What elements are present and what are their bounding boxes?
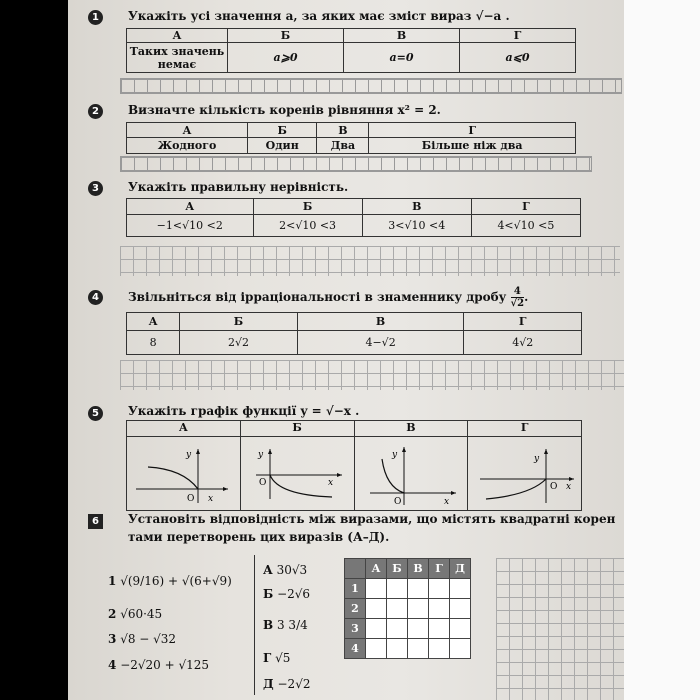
matrix-cell[interactable]	[366, 619, 387, 639]
t6-left-expr4: −2√20 + √125	[120, 658, 210, 672]
matrix-cell[interactable]	[366, 579, 387, 599]
matrix-cell[interactable]	[408, 599, 429, 619]
t4-option-v: 4−√2	[297, 331, 464, 355]
graph-a-y-label: y	[186, 450, 192, 460]
matrix-cell[interactable]	[429, 619, 450, 639]
graph-v-origin: O	[393, 497, 402, 507]
t6-right-ev: 3 3/4	[276, 618, 308, 632]
task-4-answer-table	[126, 312, 582, 355]
t5-header-a: А	[127, 421, 241, 437]
graph-v-x-label: x	[443, 497, 449, 507]
t5-header-v: В	[354, 421, 468, 437]
graph-a-svg	[128, 437, 238, 507]
matrix-cell[interactable]	[366, 599, 387, 619]
matrix-row-3: 3	[345, 619, 366, 639]
t6-right-lv: В	[263, 618, 274, 632]
t3-header-b: Б	[253, 199, 362, 215]
t6-left-expr1: √(9/16) + √(6+√9)	[120, 574, 232, 588]
t1-option-a: Таких значень немає	[127, 43, 228, 73]
t1-option-v: a=0	[344, 43, 460, 73]
t6-right-ea: 30√3	[276, 563, 308, 577]
graph-v-svg	[356, 437, 466, 507]
t4-fraction-den: √2	[510, 298, 525, 309]
t6-right-item-g	[263, 644, 343, 672]
t4-question-text: Звільніться від ірраціональності в знаменнику дробу	[128, 290, 507, 304]
matrix-cell[interactable]	[450, 619, 471, 639]
matrix-cell[interactable]	[450, 579, 471, 599]
matrix-col-v: В	[408, 559, 429, 579]
t1-option-b: a⩾0	[228, 43, 344, 73]
t2-header-a: А	[127, 123, 248, 138]
graph-a-x-label: x	[208, 494, 214, 504]
task-5-question: Укажіть графік функції y = √−x .	[128, 404, 360, 418]
t1-option-g: a⩽0	[460, 43, 576, 73]
t1-answer-cells[interactable]	[120, 78, 622, 94]
t6-left-item-3	[108, 626, 258, 652]
task-3-number: 3	[88, 181, 103, 196]
t6-left-item-4	[108, 652, 258, 678]
matrix-cell[interactable]	[366, 639, 387, 659]
matrix-col-a: А	[366, 559, 387, 579]
graph-b-origin: O	[259, 478, 267, 488]
t4-header-v: В	[297, 313, 464, 331]
t6-left-n2: 2	[108, 607, 117, 621]
graph-b-svg	[242, 437, 352, 507]
t6-divider	[254, 555, 255, 695]
graph-b	[240, 437, 354, 511]
t4-fraction-num: 4	[511, 286, 525, 298]
t6-right-item-b	[263, 582, 343, 606]
graph-v	[354, 437, 468, 511]
matrix-cell[interactable]	[387, 599, 408, 619]
t4-option-a: 8	[127, 331, 180, 355]
matrix-cell[interactable]	[408, 619, 429, 639]
t4-option-g: 4√2	[464, 331, 582, 355]
graph-g-y-label: y	[533, 454, 539, 464]
t6-left-column	[108, 560, 258, 678]
task-4-number: 4	[88, 290, 103, 305]
task-2-answer-table	[126, 122, 576, 154]
t1-header-v: В	[344, 29, 460, 43]
t1-header-b: Б	[228, 29, 344, 43]
task-1-question: Укажіть усі значення a, за яких має зміст вираз √−a .	[128, 9, 510, 23]
graph-a-origin: O	[187, 494, 195, 504]
t6-right-la: А	[263, 563, 273, 577]
graph-g-x-label: x	[565, 482, 571, 492]
t4-header-g: Г	[464, 313, 582, 331]
matrix-cell[interactable]	[387, 619, 408, 639]
t6-left-item-1	[108, 560, 258, 602]
t2-header-g: Г	[369, 123, 576, 138]
t3-header-v: В	[362, 199, 471, 215]
matrix-cell[interactable]	[387, 579, 408, 599]
task-1-number: 1	[88, 10, 103, 25]
matrix-col-g: Г	[429, 559, 450, 579]
matrix-cell[interactable]	[450, 599, 471, 619]
task-5-number: 5	[88, 406, 103, 421]
matrix-cell[interactable]	[387, 639, 408, 659]
t6-left-n1: 1	[108, 574, 117, 588]
t3-header-a: А	[127, 199, 254, 215]
t5-header-b: Б	[240, 421, 354, 437]
t6-right-item-a	[263, 558, 343, 582]
graph-v-y-label: y	[391, 450, 397, 460]
t2-header-b: Б	[248, 123, 317, 138]
t6-right-lg: Г	[263, 651, 272, 665]
matrix-col-d: Д	[450, 559, 471, 579]
t6-right-item-v	[263, 606, 343, 644]
task-5-graph-table	[126, 420, 582, 511]
task-1-answer-table	[126, 28, 576, 73]
t1-header-a: А	[127, 29, 228, 43]
matrix-row-2: 2	[345, 599, 366, 619]
t6-right-ld: Д	[263, 677, 274, 691]
right-margin	[624, 0, 700, 700]
matrix-cell[interactable]	[408, 579, 429, 599]
t6-right-eg: √5	[275, 651, 291, 665]
t3-option-b: 2<√10 <3	[253, 215, 362, 237]
matrix-row-1: 1	[345, 579, 366, 599]
t2-option-b: Один	[248, 138, 317, 154]
t6-right-eb: −2√6	[277, 587, 311, 601]
t6-scratch-grid	[496, 558, 624, 700]
t6-left-n3: 3	[108, 632, 117, 646]
t2-answer-cells[interactable]	[120, 156, 592, 172]
task-3-question: Укажіть правильну нерівність.	[128, 180, 349, 194]
t2-header-v: В	[317, 123, 369, 138]
t6-answer-matrix	[344, 558, 471, 659]
t3-answer-cells[interactable]	[120, 246, 620, 276]
t5-header-g: Г	[468, 421, 582, 437]
task-6-question-line1: Установіть відповідність між виразами, що містять квадратні корен	[128, 512, 616, 526]
t4-fraction	[511, 286, 525, 309]
matrix-col-b: Б	[387, 559, 408, 579]
t4-header-a: А	[127, 313, 180, 331]
textbook-page	[68, 0, 624, 700]
t2-option-v: Два	[317, 138, 369, 154]
t6-right-item-d	[263, 672, 343, 696]
matrix-row-4: 4	[345, 639, 366, 659]
graph-b-y-label: y	[258, 450, 264, 460]
graph-b-x-label: x	[328, 478, 334, 488]
t6-left-item-2	[108, 602, 258, 626]
task-4-question: Звільніться від ірраціональності в знаменнику дробу $\frac{4}{√2}$ .	[128, 286, 529, 309]
matrix-corner	[345, 559, 366, 579]
t6-right-lb: Б	[263, 587, 274, 601]
t3-header-g: Г	[471, 199, 580, 215]
matrix-cell[interactable]	[450, 639, 471, 659]
graph-g-svg	[470, 437, 580, 507]
matrix-cell[interactable]	[429, 599, 450, 619]
t2-option-a: Жодного	[127, 138, 248, 154]
task-6-question-line2: тами перетворень цих виразів (А–Д).	[128, 530, 390, 544]
graph-a	[127, 437, 241, 511]
t6-left-n4: 4	[108, 658, 117, 672]
t6-right-ed: −2√2	[277, 677, 311, 691]
t6-left-expr2: √60·45	[120, 607, 163, 621]
graph-g	[468, 437, 582, 511]
task-2-question: Визначте кількість коренів рівняння x² = 2.	[128, 103, 441, 117]
graph-g-origin: O	[549, 482, 558, 492]
matrix-cell[interactable]	[408, 639, 429, 659]
t6-right-column	[263, 558, 343, 696]
t4-header-b: Б	[180, 313, 298, 331]
t4-answer-cells[interactable]	[120, 360, 624, 390]
matrix-cell[interactable]	[429, 639, 450, 659]
task-2-number: 2	[88, 104, 103, 119]
task-6-number: 6	[88, 514, 103, 529]
t6-left-expr3: √8 − √32	[120, 632, 177, 646]
t2-option-g: Більше ніж два	[369, 138, 576, 154]
t3-option-g: 4<√10 <5	[471, 215, 580, 237]
t4-option-b: 2√2	[180, 331, 298, 355]
task-3-answer-table	[126, 198, 581, 237]
t3-option-a: −1<√10 <2	[127, 215, 254, 237]
matrix-cell[interactable]	[429, 579, 450, 599]
t1-header-g: Г	[460, 29, 576, 43]
t3-option-v: 3<√10 <4	[362, 215, 471, 237]
